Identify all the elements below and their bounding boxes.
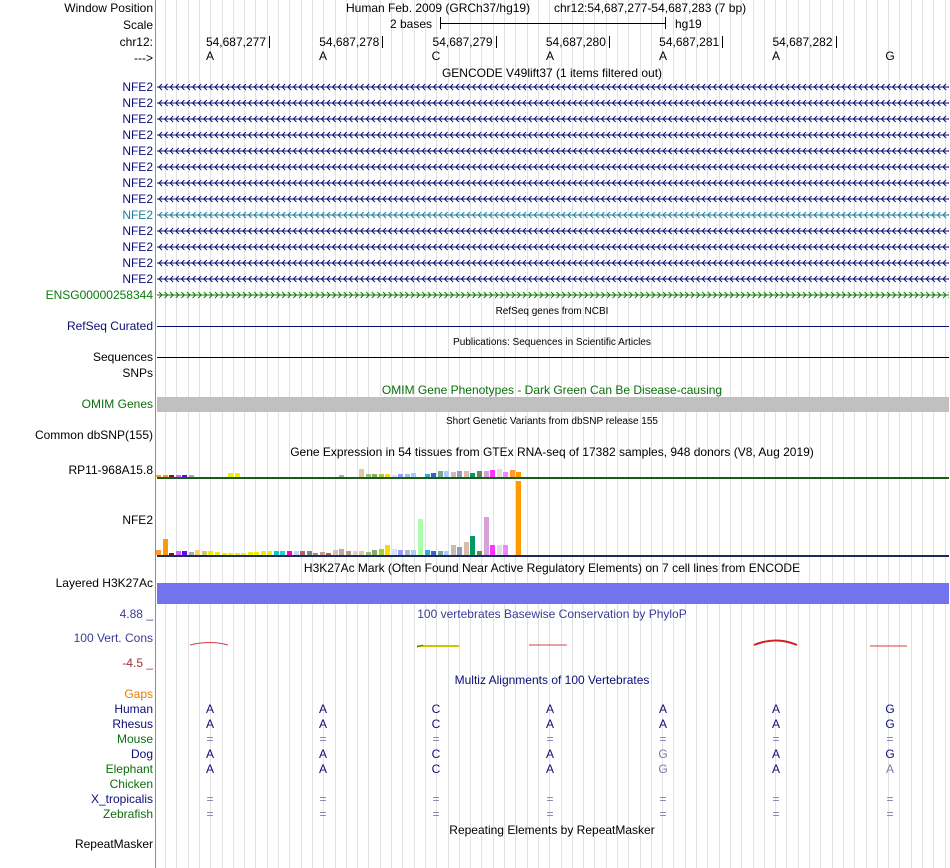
alignment-base: = bbox=[659, 792, 667, 806]
refseq-label[interactable]: RefSeq Curated bbox=[66, 319, 153, 333]
coordinate-label: 54,687,280 bbox=[545, 35, 606, 49]
gencode-transcript-line[interactable] bbox=[157, 227, 949, 235]
alignment-base: = bbox=[206, 732, 214, 746]
alignment-base: A bbox=[771, 717, 781, 731]
omim-title: OMIM Gene Phenotypes - Dark Green Can Be Disease-causing bbox=[381, 383, 723, 397]
alignment-base: A bbox=[545, 717, 555, 731]
coordinate-label: 54,687,282 bbox=[772, 35, 833, 49]
gencode-track-label[interactable]: NFE2 bbox=[122, 208, 153, 222]
gtex-label-rp11[interactable]: RP11-968A15.8 bbox=[68, 463, 153, 477]
alignment-base: = bbox=[432, 792, 440, 806]
gtex-bar-nfe2[interactable] bbox=[503, 545, 508, 555]
assembly-name: Human Feb. 2009 (GRCh37/hg19) bbox=[346, 1, 531, 15]
alignment-base: = bbox=[319, 792, 327, 806]
gencode-transcript-line[interactable] bbox=[157, 291, 949, 299]
refseq-line[interactable] bbox=[157, 326, 949, 327]
alignment-base: G bbox=[885, 702, 895, 716]
alignment-base: = bbox=[319, 732, 327, 746]
alignment-base: C bbox=[431, 762, 441, 776]
window-position-label: Window Position bbox=[64, 1, 153, 15]
gencode-track-label[interactable]: NFE2 bbox=[122, 128, 153, 142]
gencode-transcript-line[interactable] bbox=[157, 131, 949, 139]
alignment-base: G bbox=[885, 717, 895, 731]
gencode-track-label[interactable]: NFE2 bbox=[122, 112, 153, 126]
dbsnp-label[interactable]: Common dbSNP(155) bbox=[34, 428, 153, 442]
alignment-base: = bbox=[886, 732, 894, 746]
snps-label[interactable]: SNPs bbox=[122, 366, 153, 380]
gtex-bar-nfe2[interactable] bbox=[451, 545, 456, 555]
gencode-track-label[interactable]: NFE2 bbox=[122, 256, 153, 270]
h3k27ac-label[interactable]: Layered H3K27Ac bbox=[55, 576, 153, 590]
gencode-track-label[interactable]: NFE2 bbox=[122, 192, 153, 206]
gencode-track-label[interactable]: NFE2 bbox=[122, 240, 153, 254]
species-label[interactable]: Elephant bbox=[105, 762, 153, 776]
reference-base: A bbox=[545, 49, 555, 63]
repeatmasker-label[interactable]: RepeatMasker bbox=[74, 837, 153, 851]
phylop-ymin: -4.5 _ bbox=[122, 656, 153, 670]
alignment-base: A bbox=[658, 717, 668, 731]
alignment-base: = bbox=[546, 807, 554, 821]
h3k27ac-title: H3K27Ac Mark (Often Found Near Active Regulatory Elements) on 7 cell lines from ENCODE bbox=[303, 561, 801, 575]
alignment-base: = bbox=[546, 732, 554, 746]
coordinate-tick bbox=[269, 36, 270, 48]
gtex-bar-nfe2[interactable] bbox=[457, 547, 462, 555]
scale-bar-right-tick bbox=[665, 17, 666, 29]
alignment-base: = bbox=[206, 792, 214, 806]
scale-label: Scale bbox=[122, 18, 153, 32]
gtex-label-nfe2[interactable]: NFE2 bbox=[122, 513, 153, 527]
publications-line[interactable] bbox=[157, 357, 949, 358]
gencode-transcript-line[interactable] bbox=[157, 211, 949, 219]
alignment-base: A bbox=[205, 702, 215, 716]
gtex-bar-rp11[interactable] bbox=[359, 469, 364, 477]
reference-base: A bbox=[658, 49, 668, 63]
gtex-bar-nfe2[interactable] bbox=[163, 539, 168, 555]
alignment-base: A bbox=[318, 717, 328, 731]
publications-title: Publications: Sequences in Scientific Articles bbox=[453, 337, 651, 348]
species-label[interactable]: Rhesus bbox=[112, 717, 153, 731]
alignment-base: A bbox=[545, 702, 555, 716]
alignment-base: = bbox=[772, 732, 780, 746]
gtex-bar-nfe2[interactable] bbox=[470, 536, 475, 555]
gtex-title: Gene Expression in 54 tissues from GTEx RNA-seq of 17382 samples, 948 donors (V8, Aug 2019) bbox=[290, 445, 814, 459]
reference-base: A bbox=[771, 49, 781, 63]
phylop-label[interactable]: 100 Vert. Cons bbox=[73, 631, 153, 645]
phylop-signal[interactable] bbox=[157, 636, 949, 652]
alignment-base: A bbox=[885, 762, 895, 776]
alignment-base: C bbox=[431, 747, 441, 761]
alignment-base: = bbox=[772, 807, 780, 821]
coordinate-label: 54,687,281 bbox=[659, 35, 720, 49]
reference-base: A bbox=[318, 49, 328, 63]
gencode-track-label[interactable]: NFE2 bbox=[122, 272, 153, 286]
strand-label: ---> bbox=[134, 51, 153, 65]
gtex-bar-nfe2[interactable] bbox=[490, 545, 495, 555]
gencode-transcript-line[interactable] bbox=[157, 195, 949, 203]
phylop-ymax: 4.88 _ bbox=[119, 607, 153, 621]
gtex-bar-nfe2[interactable] bbox=[516, 481, 521, 555]
gencode-transcript-line[interactable] bbox=[157, 259, 949, 267]
alignment-base: = bbox=[772, 792, 780, 806]
alignment-base: A bbox=[658, 702, 668, 716]
coordinate-tick bbox=[722, 36, 723, 48]
coordinate-tick bbox=[382, 36, 383, 48]
species-label[interactable]: Zebrafish bbox=[102, 807, 153, 821]
alignment-base: A bbox=[205, 762, 215, 776]
dbsnp-title: Short Genetic Variants from dbSNP release 155 bbox=[446, 416, 658, 427]
gaps-label[interactable]: Gaps bbox=[124, 687, 153, 701]
alignment-base: A bbox=[771, 702, 781, 716]
refseq-title: RefSeq genes from NCBI bbox=[495, 306, 609, 317]
species-label[interactable]: Mouse bbox=[116, 732, 153, 746]
gencode-track-label[interactable]: NFE2 bbox=[122, 160, 153, 174]
label-divider bbox=[155, 0, 156, 868]
species-label[interactable]: X_tropicalis bbox=[90, 792, 153, 806]
multiz-title: Multiz Alignments of 100 Vertebrates bbox=[454, 673, 650, 687]
gencode-transcript-line[interactable] bbox=[157, 83, 949, 91]
species-label[interactable]: Human bbox=[114, 702, 153, 716]
species-label[interactable]: Dog bbox=[130, 747, 153, 761]
gencode-track-label[interactable]: NFE2 bbox=[122, 96, 153, 110]
gtex-bar-nfe2[interactable] bbox=[497, 545, 502, 555]
phylop-title: 100 vertebrates Basewise Conservation by PhyloP bbox=[417, 607, 687, 621]
alignment-base: = bbox=[659, 807, 667, 821]
alignment-base: = bbox=[206, 807, 214, 821]
alignment-base: A bbox=[545, 747, 555, 761]
coordinate-tick bbox=[609, 36, 610, 48]
gtex-bar-nfe2[interactable] bbox=[418, 519, 423, 555]
gencode-track-label[interactable]: NFE2 bbox=[122, 144, 153, 158]
alignment-base: G bbox=[658, 762, 668, 776]
gencode-title: GENCODE V49lift37 (1 items filtered out) bbox=[441, 66, 663, 80]
alignment-base: = bbox=[432, 807, 440, 821]
gencode-transcript-line[interactable] bbox=[157, 179, 949, 187]
gtex-baseline-nfe2 bbox=[157, 555, 949, 557]
alignment-base: C bbox=[431, 702, 441, 716]
alignment-base: A bbox=[771, 747, 781, 761]
alignment-base: A bbox=[318, 702, 328, 716]
gencode-track-label[interactable]: NFE2 bbox=[122, 224, 153, 238]
publications-label[interactable]: Sequences bbox=[92, 350, 153, 364]
gencode-transcript-line[interactable] bbox=[157, 99, 949, 107]
alignment-base: C bbox=[431, 717, 441, 731]
gtex-bar-rp11[interactable] bbox=[490, 470, 495, 477]
coordinate-tick bbox=[496, 36, 497, 48]
gencode-transcript-line[interactable] bbox=[157, 163, 949, 171]
alignment-base: A bbox=[318, 762, 328, 776]
reference-base: A bbox=[205, 49, 215, 63]
alignment-base: A bbox=[205, 747, 215, 761]
alignment-base: = bbox=[546, 792, 554, 806]
gtex-bar-nfe2[interactable] bbox=[464, 542, 469, 555]
reference-base: G bbox=[885, 49, 895, 63]
repeatmasker-title: Repeating Elements by RepeatMasker bbox=[449, 823, 655, 837]
scale-assembly: hg19 bbox=[675, 17, 702, 31]
gtex-bar-rp11[interactable] bbox=[510, 470, 515, 477]
window-position-value: chr12:54,687,277-54,687,283 (7 bp) bbox=[554, 1, 747, 15]
coordinate-label: 54,687,278 bbox=[319, 35, 380, 49]
omim-bar[interactable] bbox=[157, 397, 949, 412]
gencode-track-label[interactable]: NFE2 bbox=[122, 80, 153, 94]
gencode-transcript-line[interactable] bbox=[157, 243, 949, 251]
alignment-base: = bbox=[886, 807, 894, 821]
gtex-baseline-rp11 bbox=[157, 477, 949, 479]
scale-bar-left-tick bbox=[440, 17, 441, 29]
alignment-base: = bbox=[659, 732, 667, 746]
alignment-base: A bbox=[318, 747, 328, 761]
coordinate-tick bbox=[836, 36, 837, 48]
alignment-base: = bbox=[886, 792, 894, 806]
coordinate-label: 54,687,279 bbox=[432, 35, 493, 49]
gtex-bar-nfe2[interactable] bbox=[385, 545, 390, 555]
h3k27ac-signal[interactable] bbox=[157, 583, 949, 604]
gencode-track-label[interactable]: ENSG00000258344 bbox=[45, 288, 153, 302]
alignment-base: = bbox=[432, 732, 440, 746]
reference-base: C bbox=[431, 49, 441, 63]
omim-label[interactable]: OMIM Genes bbox=[81, 397, 153, 411]
scale-bar bbox=[440, 23, 666, 24]
scale-value: 2 bases bbox=[390, 17, 433, 31]
alignment-base: A bbox=[545, 762, 555, 776]
gtex-bar-rp11[interactable] bbox=[497, 469, 502, 477]
alignment-base: A bbox=[771, 762, 781, 776]
chrom-label: chr12: bbox=[119, 35, 153, 49]
alignment-base: = bbox=[319, 807, 327, 821]
gencode-transcript-line[interactable] bbox=[157, 115, 949, 123]
alignment-base: G bbox=[658, 747, 668, 761]
coordinate-label: 54,687,277 bbox=[205, 35, 266, 49]
species-label[interactable]: Chicken bbox=[109, 777, 153, 791]
alignment-base: A bbox=[205, 717, 215, 731]
gencode-transcript-line[interactable] bbox=[157, 275, 949, 283]
gencode-transcript-line[interactable] bbox=[157, 147, 949, 155]
gtex-bar-nfe2[interactable] bbox=[484, 517, 489, 555]
gencode-track-label[interactable]: NFE2 bbox=[122, 176, 153, 190]
alignment-base: G bbox=[885, 747, 895, 761]
